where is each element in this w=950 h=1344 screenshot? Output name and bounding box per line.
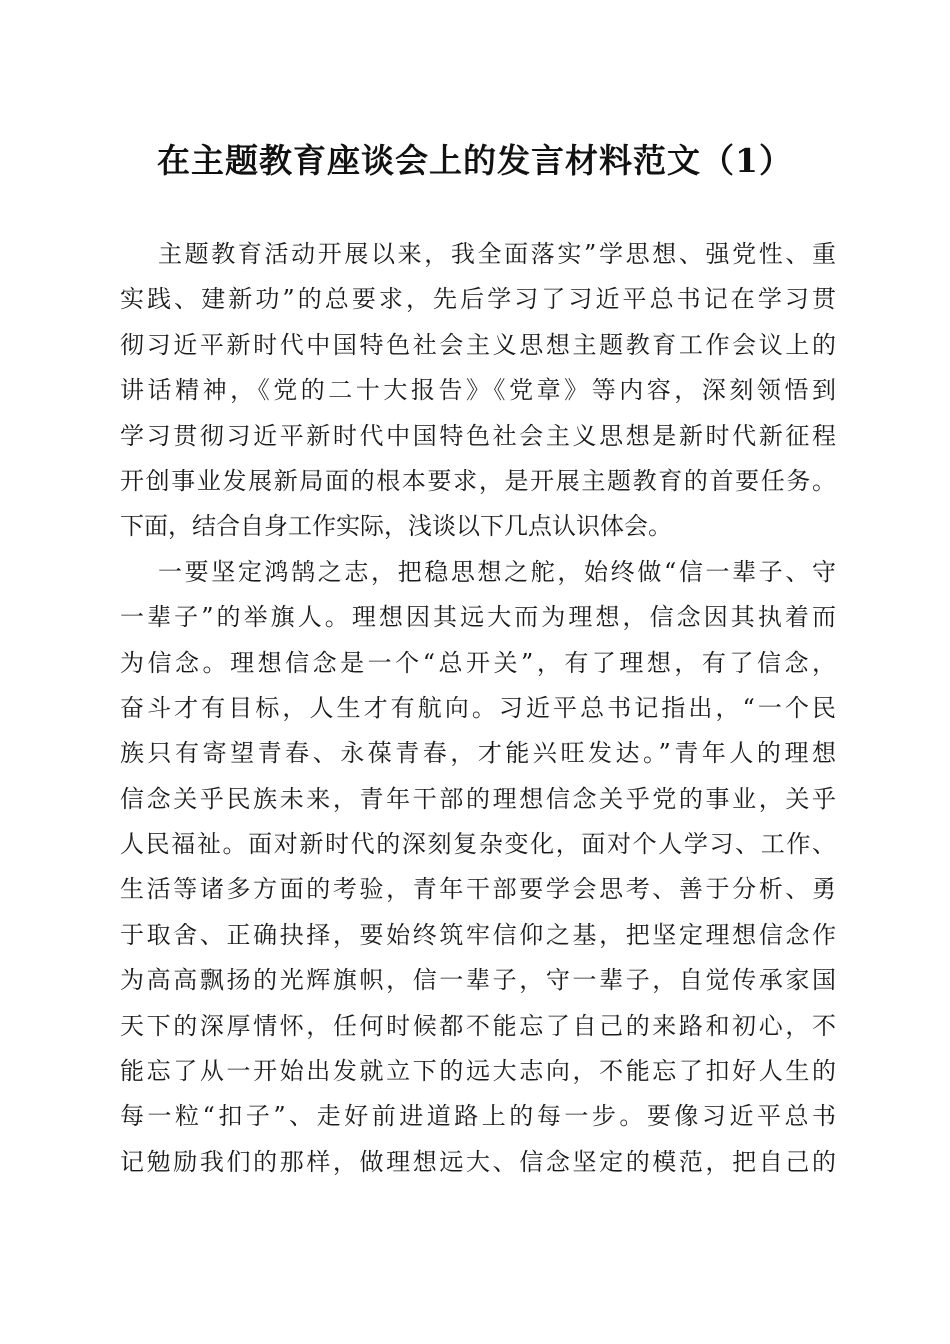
document-body [120, 232, 836, 1185]
paragraph-2-line-11: 天下的深厚情怀，任何时候都不能忘了自己的来路和初心，不 [120, 1011, 836, 1040]
paragraph-2-line-13: 每一粒“扣子”、走好前进道路上的每一步。要像习近平总书 [120, 1102, 836, 1131]
paragraph-2-line-12: 能忘了从一开始出发就立下的远大志向，不能忘了扣好人生的 [120, 1057, 836, 1086]
paragraph-2-line-2: 一辈子”的举旗人。理想因其远大而为理想，信念因其执着而 [120, 603, 836, 632]
paragraph-1-line-2: 实践、建新功”的总要求，先后学习了习近平总书记在学习贯 [120, 285, 836, 314]
paragraph-1-line-7: 下面，结合自身工作实际，浅谈以下几点认识体会。 [120, 512, 672, 541]
paragraph-2-line-8: 生活等诸多方面的考验，青年干部要学会思考、善于分析、勇 [120, 875, 836, 904]
paragraph-1-line-6: 开创事业发展新局面的根本要求，是开展主题教育的首要任务。 [120, 466, 836, 495]
paragraph-2-line-4: 奋斗才有目标，人生才有航向。习近平总书记指出，“一个民 [120, 693, 836, 722]
paragraph-2-line-14: 记勉励我们的那样，做理想远大、信念坚定的模范，把自己的 [120, 1147, 836, 1176]
paragraph-1-line-1: 主题教育活动开展以来，我全面落实”学思想、强党性、重 [158, 240, 836, 268]
paragraph-2-line-10: 为高高飘扬的光辉旗帜，信一辈子，守一辈子，自觉传承家国 [120, 966, 836, 995]
paragraph-1-line-5: 学习贯彻习近平新时代中国特色社会主义思想是新时代新征程 [120, 421, 836, 450]
paragraph-2-line-9: 于取舍、正确抉择，要始终筑牢信仰之基，把坚定理想信念作 [120, 920, 836, 949]
paragraph-2-line-6: 信念关乎民族未来，青年干部的理想信念关乎党的事业，关乎 [120, 784, 836, 813]
paragraph-2-line-3: 为信念。理想信念是一个“总开关”，有了理想，有了信念， [120, 648, 836, 677]
paragraph-2-line-1: 一要坚定鸿鹄之志，把稳思想之舵，始终做“信一辈子、守 [158, 557, 836, 586]
paragraph-1-line-4: 讲话精神，《党的二十大报告》《党章》等内容，深刻领悟到 [120, 376, 836, 405]
paragraph-2-line-7: 人民福祉。面对新时代的深刻复杂变化，面对个人学习、工作、 [120, 830, 836, 859]
paragraph-1-line-3: 彻习近平新时代中国特色社会主义思想主题教育工作会议上的 [120, 330, 836, 359]
document-title: 在主题教育座谈会上的发言材料范文（1） [157, 141, 793, 180]
paragraph-2-line-5: 族只有寄望青春、永葆青春，才能兴旺发达。”青年人的理想 [120, 739, 836, 768]
